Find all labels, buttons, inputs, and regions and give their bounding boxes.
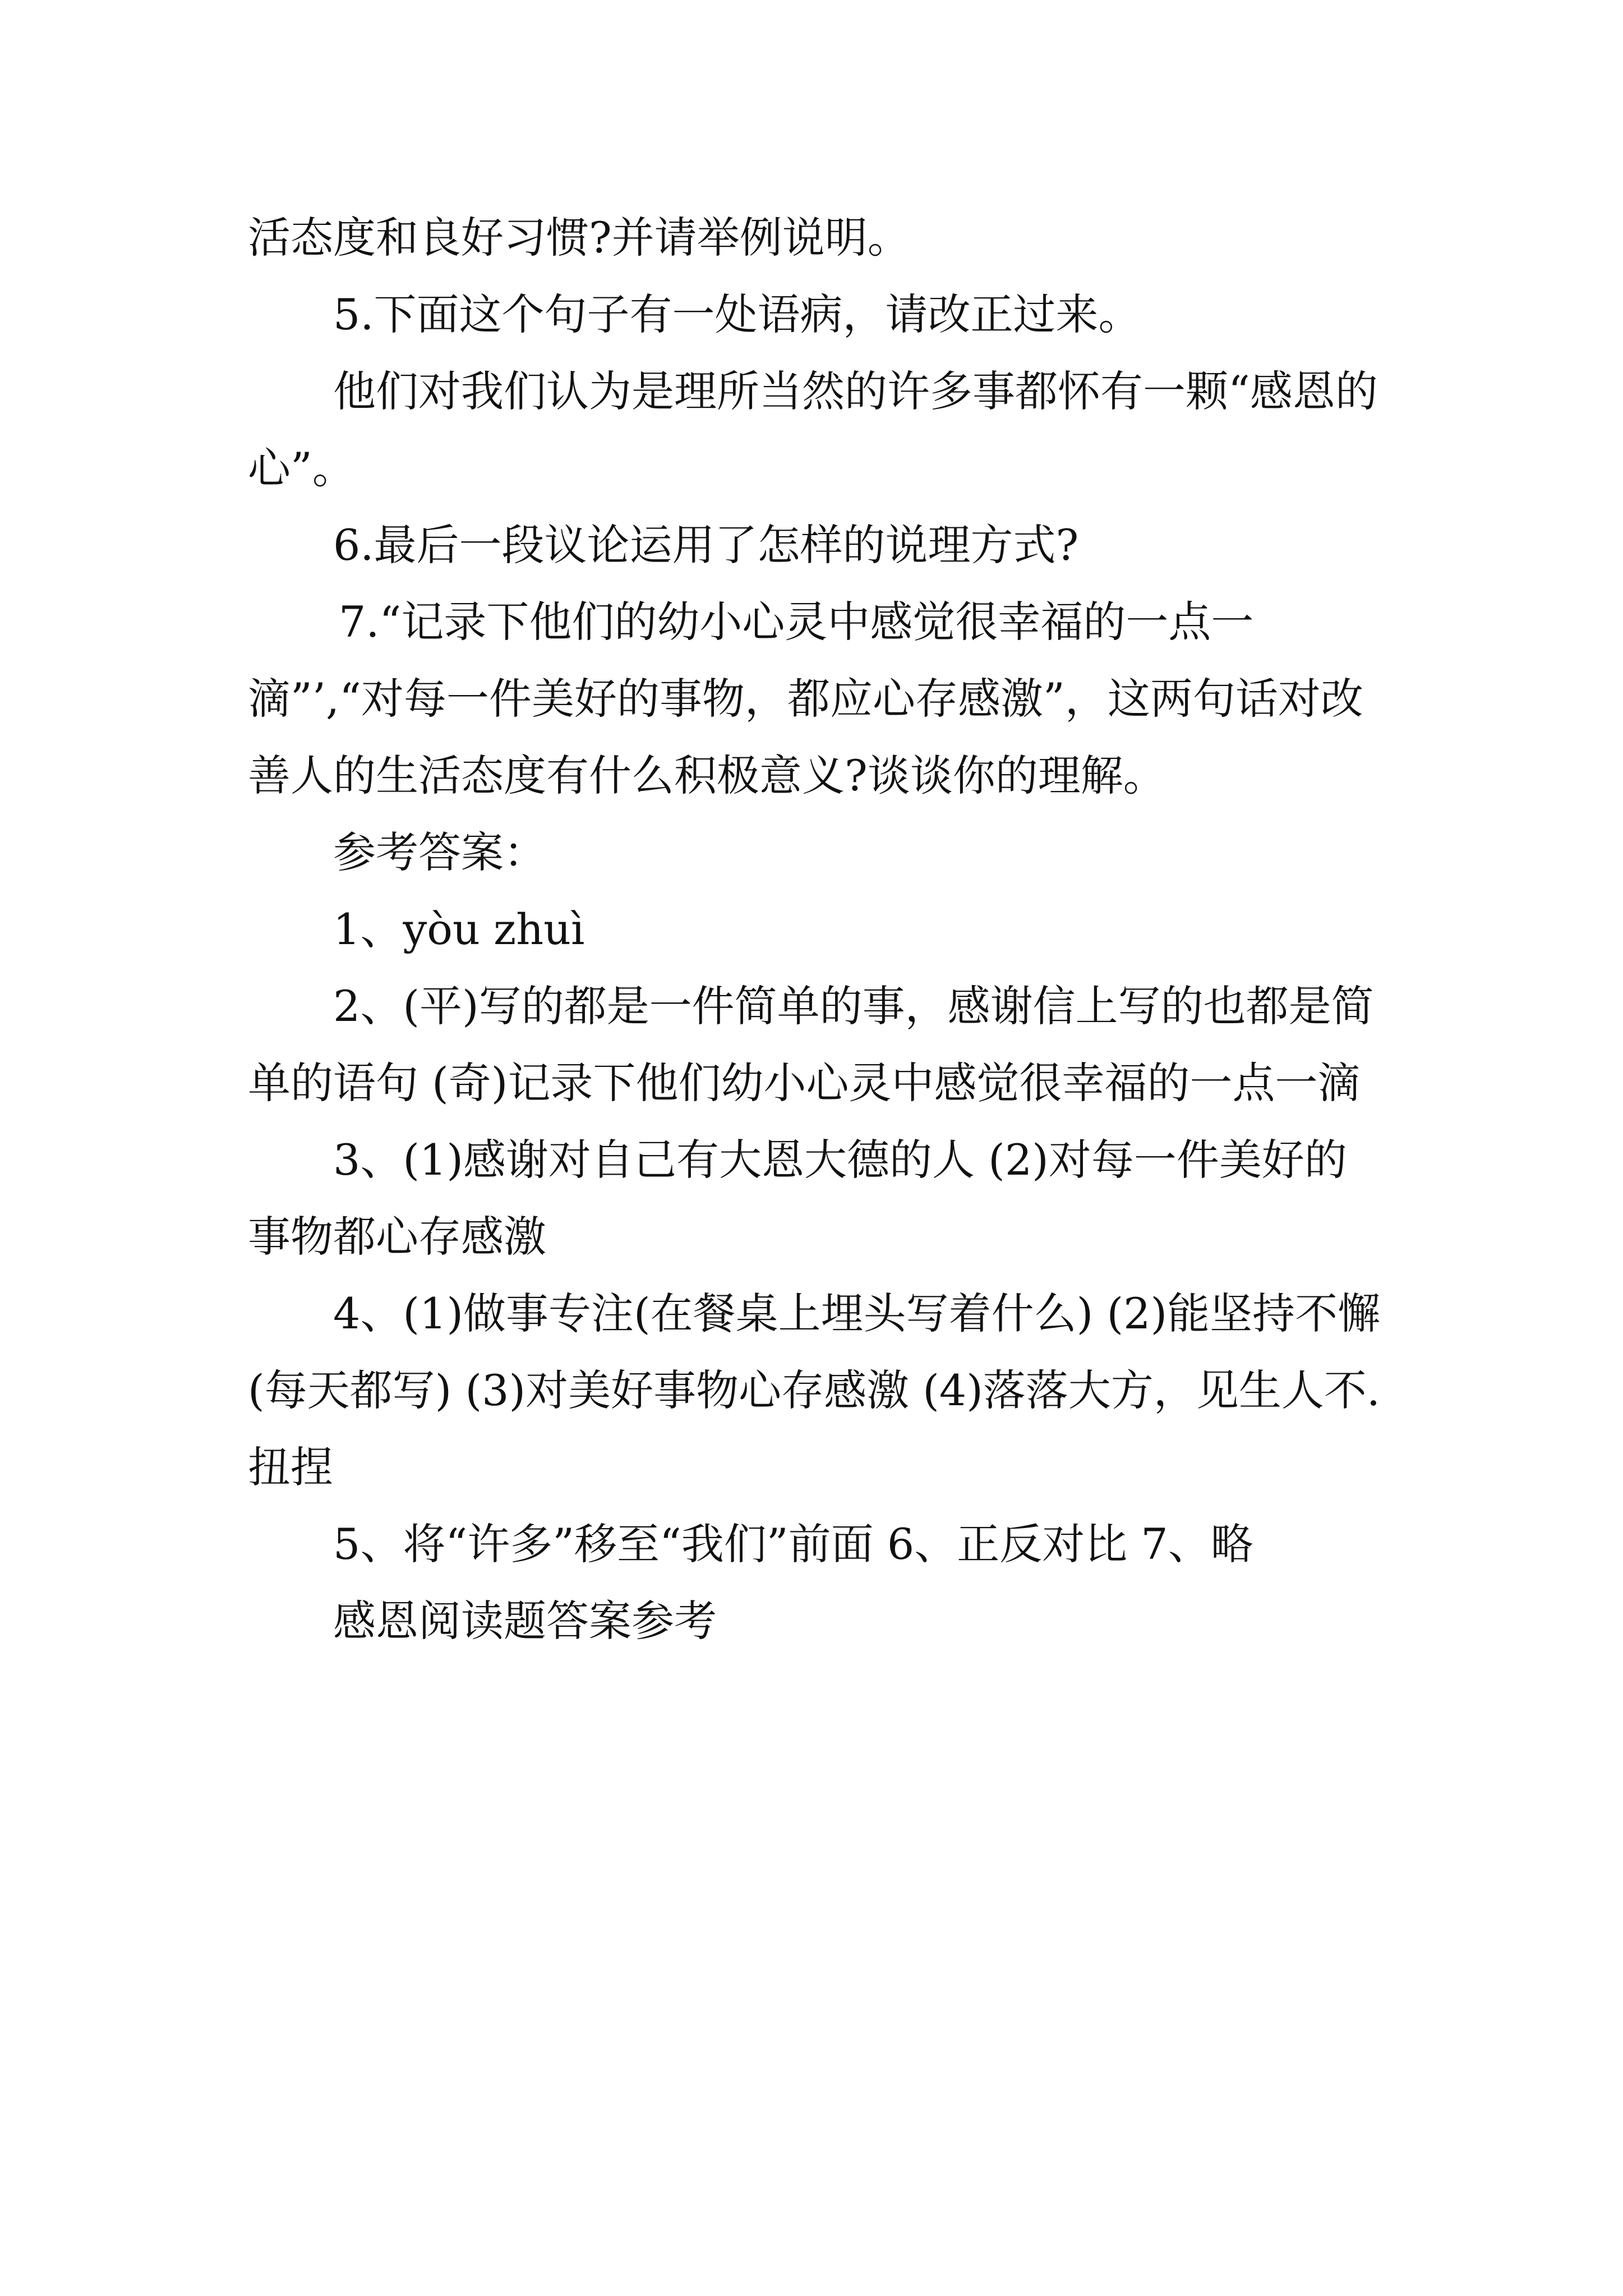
question-5-sentence: 他们对我们认为是理所当然的许多事都怀有一颗“感恩的心”。 <box>248 366 1378 493</box>
question-5: 5.下面这个句子有一处语病，请改正过来。 <box>333 289 1141 339</box>
paragraph-continuation: 活态度和良好习惯?并请举例说明。 <box>248 213 910 263</box>
closing-title: 感恩阅读题答案参考 <box>333 1596 717 1646</box>
question-7: 7.“记录下他们的幼小心灵中感觉很幸福的一点一滴”’,“对每一件美好的事物，都应心存感激”，这两句话对改善人的生活态度有什么积极意义?谈谈你的理解。 <box>248 597 1363 800</box>
answer-1: 1、yòu zhuì <box>333 904 585 954</box>
answer-4: 4、(1)做事专注(在餐桌上埋头写着什么) (2)能坚持不懈(每天都写) (3)对美好事物心存感激 (4)落落大方，见生人不.扭捏 <box>248 1289 1381 1492</box>
question-6: 6.最后一段议论运用了怎样的说理方式? <box>333 520 1079 570</box>
answer-2: 2、(平)写的都是一件简单的事，感谢信上写的也都是简单的语句 (奇)记录下他们幼小心灵中感觉很幸福的一点一滴 <box>248 981 1374 1108</box>
answer-5-6-7: 5、将“许多”移至“我们”前面 6、正反对比 7、略 <box>333 1519 1253 1569</box>
document-body <box>248 199 1386 1659</box>
answer-3: 3、(1)感谢对自己有大恩大德的人 (2)对每一件美好的事物都心存感激 <box>248 1135 1347 1262</box>
answers-heading: 参考答案： <box>333 827 546 877</box>
